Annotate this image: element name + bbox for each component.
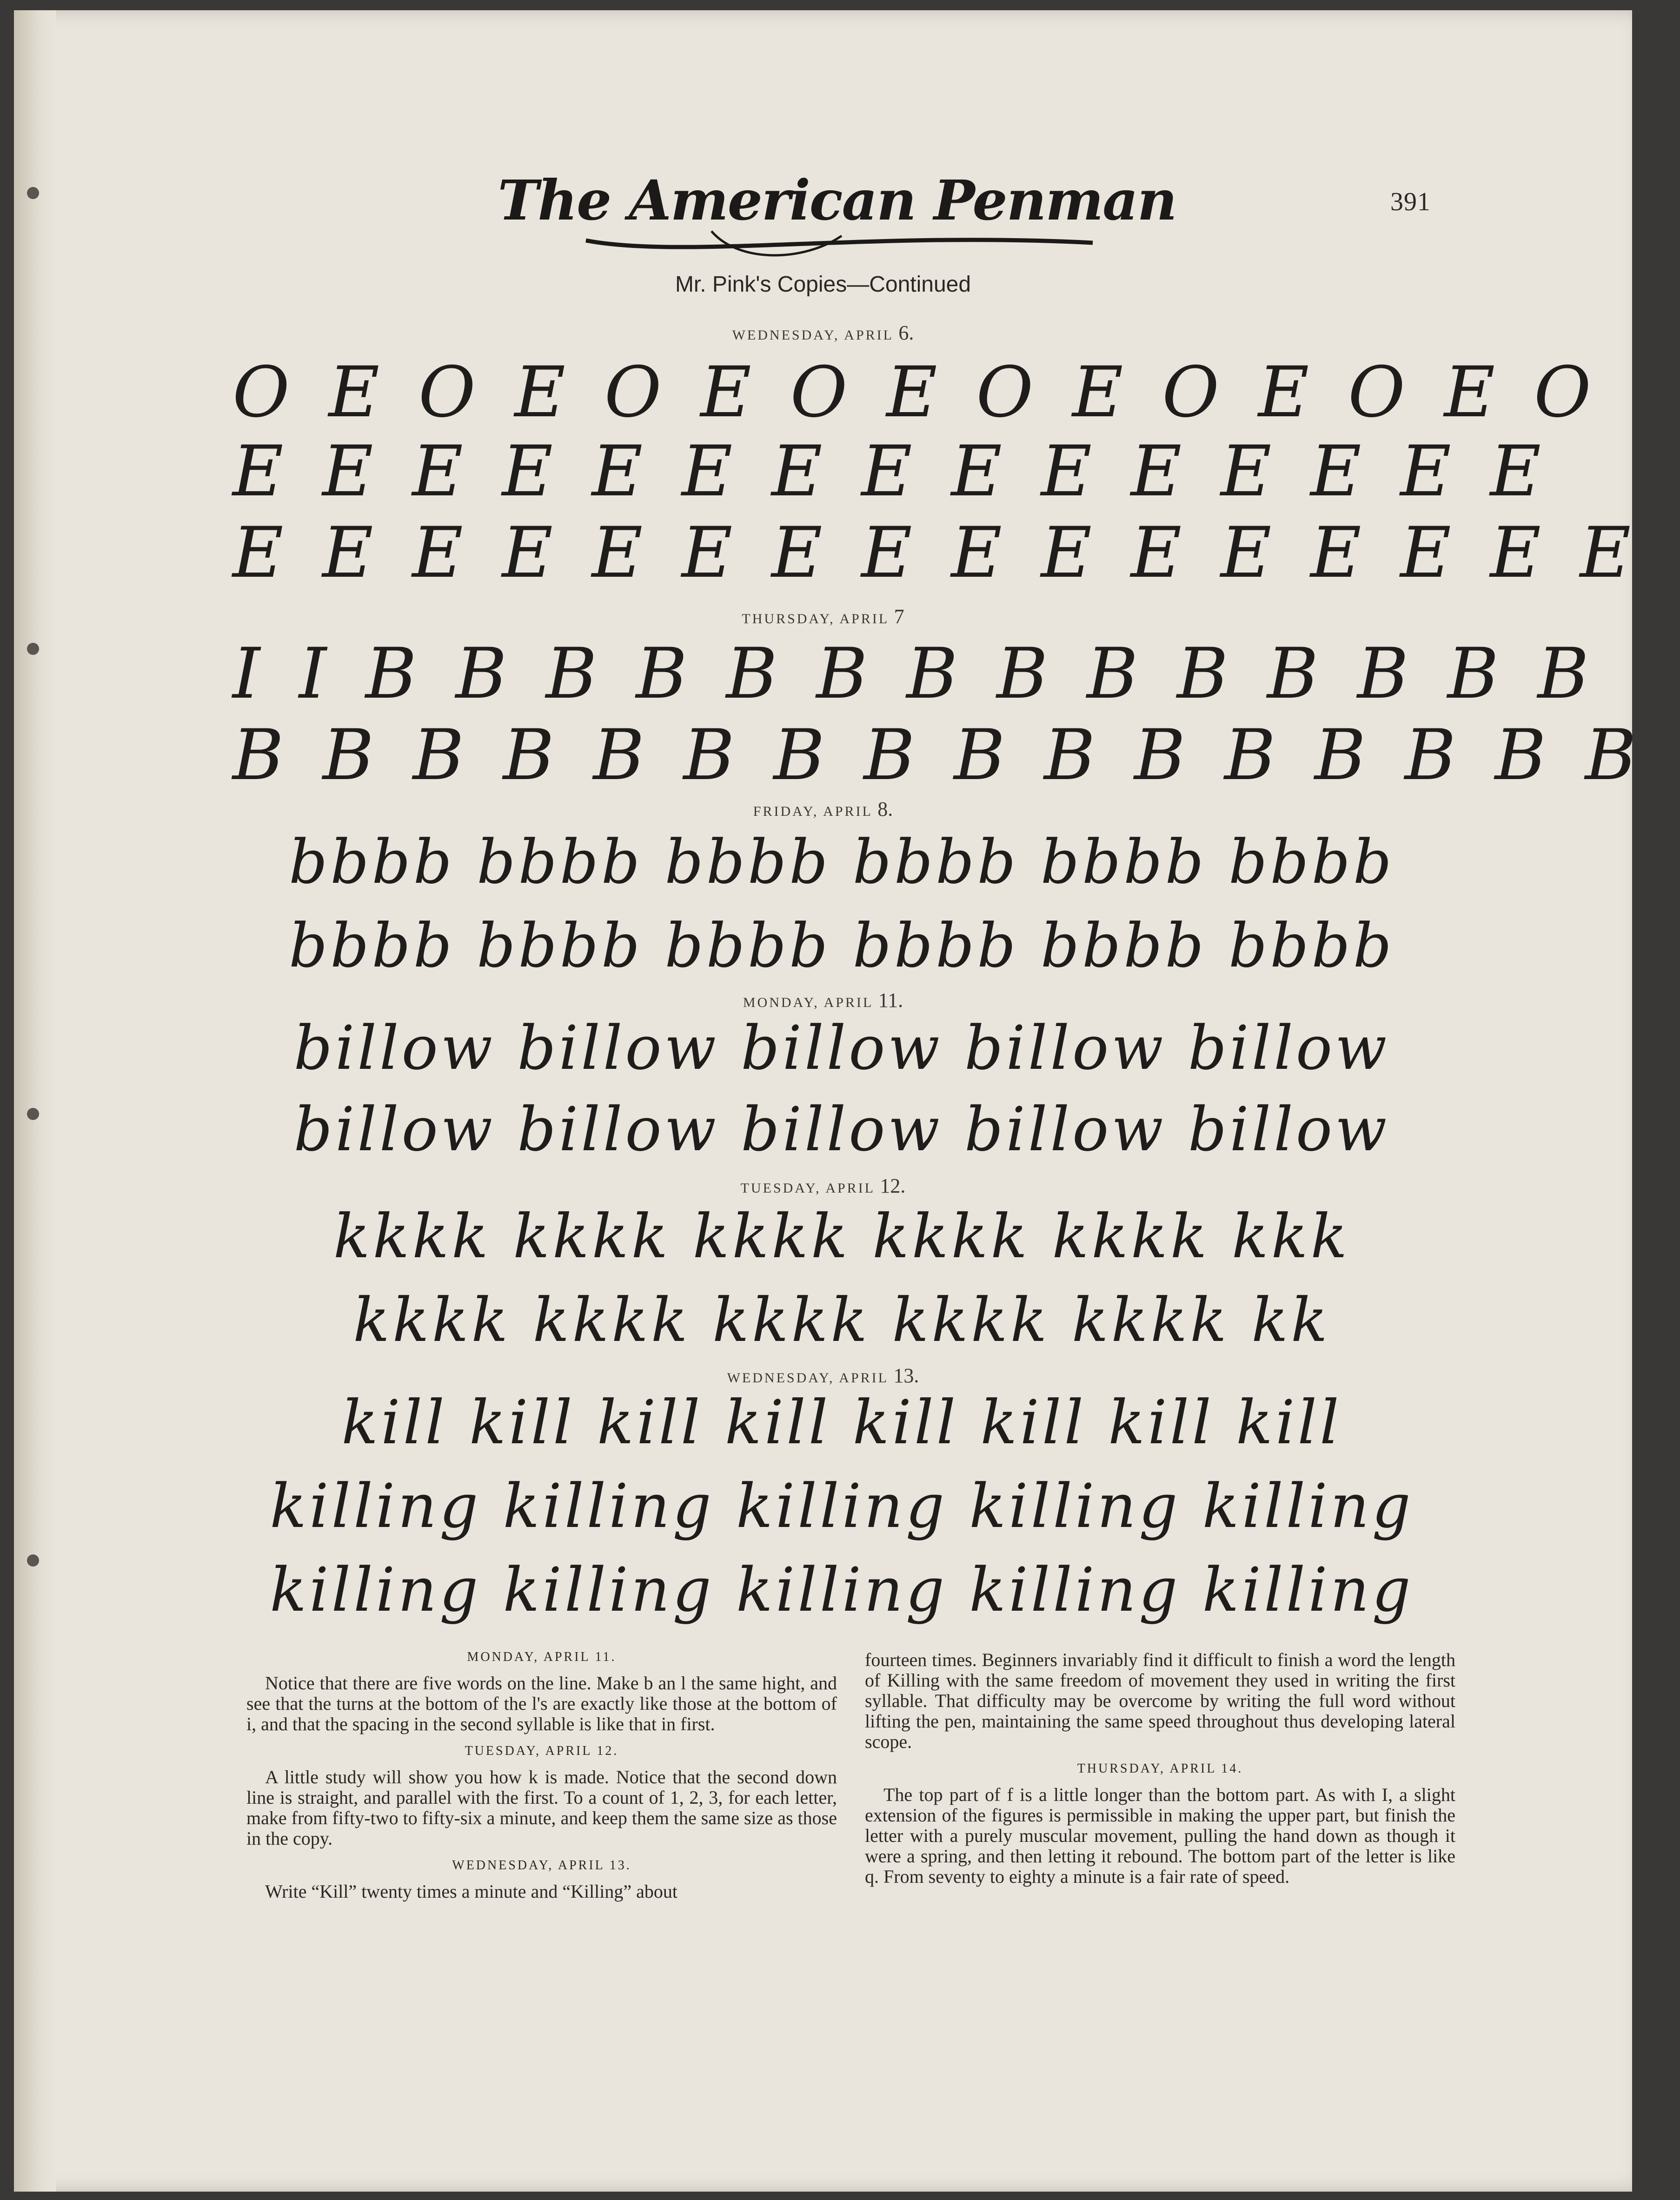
copy-line: I I B B B B B B B B B B B B B B [232, 633, 1597, 714]
copy-line: E E E E E E E E E E E E E E E [232, 431, 1549, 512]
note-paragraph: Write “Kill” twenty times a minute and “Killing” about [265, 1881, 678, 1902]
exercise-day: MONDAY, APRIL [743, 995, 873, 1010]
copy-line: killing killing killing killing killing [270, 1471, 1414, 1541]
copy-line: kkkk kkkk kkkk kkkk kkkk kk [353, 1285, 1330, 1355]
exercise-day-number: 12. [880, 1174, 906, 1197]
note-heading: MONDAY, APRIL 11. [467, 1650, 617, 1664]
note-paragraph: A little study will show you how k is made. Notice that the second down line is straight, and parallel with the first. To a count of 1, 2, 3, for each letter, make from fifty-two to fifty-six a minute, and keep them the same size as those in the copy. [246, 1767, 837, 1849]
copy-line: kill kill kill kill kill kill kill kill [341, 1387, 1342, 1458]
section-title: Mr. Pink's Copies—Continued [675, 272, 971, 297]
note-heading: WEDNESDAY, APRIL 13. [452, 1858, 631, 1873]
copy-line: kkkk kkkk kkkk kkkk kkkk kkk [333, 1201, 1350, 1272]
note-paragraph: The top part of f is a little longer than the bottom part. As with I, a slight extension of the figures is permissible in making the upper part, but finish the letter with a purely muscular movement, pulling the hand down as though it were a spring, and then letting it rebound. The bottom part of the letter is like q. From seventy to eighty a minute is a fair rate of speed. [865, 1784, 1455, 1887]
copy-line: bbbb bbbb bbbb bbbb bbbb bbbb [289, 827, 1394, 897]
note-heading: THURSDAY, APRIL 14. [1077, 1761, 1243, 1776]
exercise-heading [14, 1364, 1632, 1387]
notes-left-column [246, 1640, 837, 1902]
exercise-heading [14, 605, 1632, 628]
binding-hole [27, 1108, 39, 1120]
binding-hole [27, 1554, 39, 1567]
exercise-day: WEDNESDAY, APRIL [732, 327, 893, 343]
copy-line: B B B B B B B B B B B B B B B B [232, 715, 1645, 796]
copy-line: killing killing killing killing killing [270, 1554, 1414, 1625]
exercise-day-number: 8. [877, 798, 893, 820]
exercise-day: WEDNESDAY, APRIL [727, 1370, 888, 1386]
copy-line: E E E E E E E E E E E E E E E E [232, 513, 1640, 593]
exercise-day-number: 6. [898, 321, 914, 344]
exercise-heading [14, 321, 1632, 345]
copy-line: billow billow billow billow billow [293, 1013, 1390, 1083]
exercise-day: TUESDAY, APRIL [740, 1180, 875, 1196]
exercise-heading [14, 797, 1632, 821]
masthead-logo [498, 150, 1176, 271]
exercise-day-number: 7 [894, 605, 904, 628]
note-paragraph: fourteen times. Beginners invariably find it difficult to finish a word the length of Killing with the same freedom of movement they used in writing the first syllable. That difficulty may be overcome by writing the full word without lifting the pen, maintaining the same speed throughout thus developing lateral scope. [865, 1649, 1455, 1752]
binding-hole [27, 643, 39, 655]
page-number: 391 [1390, 187, 1431, 216]
page [14, 10, 1645, 2192]
note-heading: TUESDAY, APRIL 12. [465, 1744, 619, 1758]
exercise-day: FRIDAY, APRIL [753, 804, 872, 819]
copy-line: O E O E O E O E O E O E O E O [232, 352, 1600, 433]
exercise-heading [14, 988, 1632, 1012]
svg-text:The American Penman: The American Penman [498, 168, 1176, 233]
exercise-day-number: 13. [893, 1364, 919, 1387]
exercise-day: THURSDAY, APRIL [742, 611, 889, 627]
copy-line: billow billow billow billow billow [293, 1094, 1390, 1165]
exercise-heading [14, 1174, 1632, 1198]
notes-right-column [865, 1650, 1455, 1887]
copy-line: bbbb bbbb bbbb bbbb bbbb bbbb [289, 910, 1394, 981]
note-paragraph: Notice that there are five words on the line. Make b an l the same hight, and see that the turns at the bottom of the l's are exactly like those at the bottom of i, and that the spacing in the second syllable is like that in first. [246, 1673, 837, 1734]
binding-hole [27, 187, 39, 199]
exercise-day-number: 11. [878, 989, 903, 1012]
